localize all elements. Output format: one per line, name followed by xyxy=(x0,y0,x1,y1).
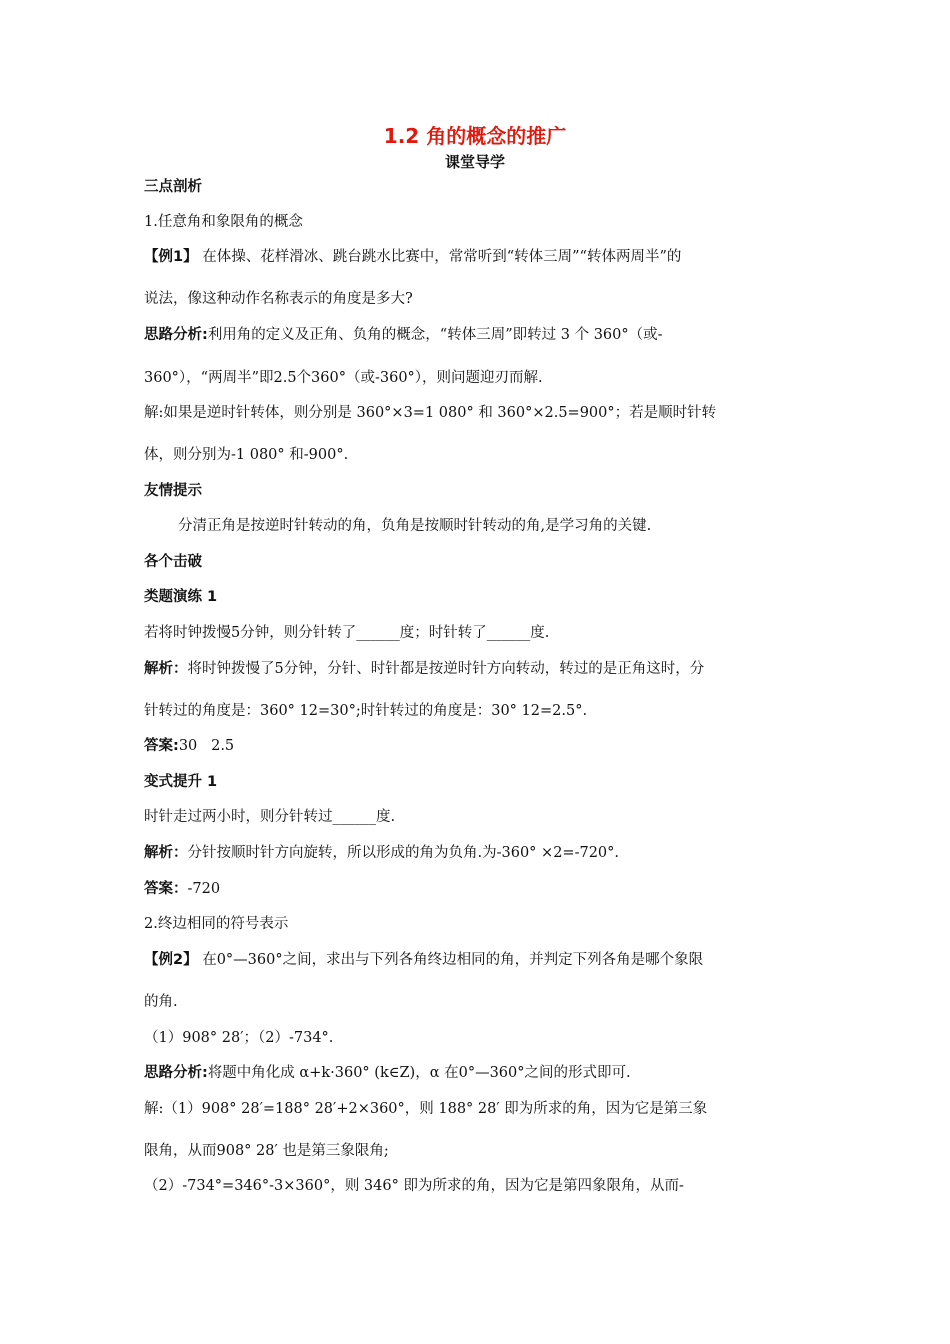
analysis-1-label: 思路分析: xyxy=(144,327,208,343)
solution-1-line-1: 解:如果是逆时针转体，则分别是 360°×3=1 080° 和 360°×2.5=900°；若是顺时针转 xyxy=(144,405,717,421)
example-2-line-2: 的角. xyxy=(144,994,178,1010)
example-2-items: （1）908° 28′；（2）-734°. xyxy=(144,1030,334,1046)
variant-1-analysis-label: 解析： xyxy=(144,845,188,861)
analysis-1-text: 利用角的定义及正角、负角的概念，“转体三周”即转过 3 个 360°（或- xyxy=(207,327,663,343)
example-1-line-1 xyxy=(144,246,814,268)
topic-heading-1: 1.任意角和象限角的概念 xyxy=(144,214,303,230)
page-subtitle: 课堂导学 xyxy=(444,153,505,171)
variant-1-analysis xyxy=(144,842,814,864)
topic-heading-2: 2.终边相同的符号表示 xyxy=(144,916,289,932)
example-1-label: 【例1】 xyxy=(144,249,198,265)
drill-1-analysis-line-1 xyxy=(144,658,814,680)
analysis-1-line-1 xyxy=(144,324,814,346)
variant-1-answer xyxy=(144,878,814,900)
drill-1-answer xyxy=(144,735,814,757)
drill-1-question: 若将时钟拨慢5分钟，则分针转了______度；时针转了______度. xyxy=(144,625,550,641)
solution-2-line-2: 限角，从而908° 28′ 也是第三象限角; xyxy=(144,1143,389,1159)
drill-1-answer-text: 30 2.5 xyxy=(178,738,235,754)
drill-1-analysis-label: 解析： xyxy=(144,661,188,677)
analysis-2-text: 将题中角化成 α+k·360° (k∈Z)，α 在0°—360°之间的形式即可. xyxy=(207,1065,631,1081)
example-2-line-1 xyxy=(144,949,814,971)
solution-2-line-3: （2）-734°=346°-3×360°，则 346° 即为所求的角，因为它是第四象限角，从而- xyxy=(144,1178,684,1194)
solution-1-line-2: 体，则分别为-1 080° 和-900°. xyxy=(144,447,349,463)
drill-1-analysis-line-2: 针转过的角度是：360° 12=30°;时针转过的角度是：30° 12=2.5°. xyxy=(144,703,588,719)
variant-1-heading: 变式提升 1 xyxy=(144,774,218,790)
example-1-line-2: 说法，像这种动作名称表示的角度是多大? xyxy=(144,291,413,307)
page-title: 1.2 角的概念的推广 xyxy=(383,124,567,148)
section-heading-analysis: 三点剖析 xyxy=(144,179,202,195)
variant-1-analysis-text: 分针按顺时针方向旋转，所以形成的角为负角.为-360° ×2=-720°. xyxy=(187,845,620,861)
tip-heading: 友情提示 xyxy=(144,483,202,499)
example-2-label: 【例2】 xyxy=(144,952,198,968)
analysis-1-line-2: 360°），“两周半”即2.5个360°（或-360°），则问题迎刃而解. xyxy=(144,370,543,386)
variant-1-answer-text: -720 xyxy=(187,881,221,897)
drill-1-heading: 类题演练 1 xyxy=(144,589,218,605)
example-2-text: 在0°—360°之间，求出与下列各角终边相同的角，并判定下列各角是哪个象限 xyxy=(197,952,704,968)
tip-text: 分清正角是按逆时针转动的角，负角是按顺时针转动的角,是学习角的关键. xyxy=(178,518,652,534)
analysis-2-label: 思路分析: xyxy=(144,1065,208,1081)
example-1-text: 在体操、花样滑冰、跳台跳水比赛中，常常听到“转体三周”“转体两周半”的 xyxy=(197,249,682,265)
drill-1-answer-label: 答案: xyxy=(144,738,179,754)
solution-2-line-1: 解:（1）908° 28′=188° 28′+2×360°，则 188° 28′ 即为所求的角，因为它是第三象 xyxy=(144,1101,708,1117)
drill-1-analysis-text: 将时钟拨慢了5分钟，分针、时针都是按逆时针方向转动，转过的是正角这时，分 xyxy=(187,661,705,677)
variant-1-question: 时针走过两小时，则分针转过______度. xyxy=(144,809,396,825)
variant-1-answer-label: 答案： xyxy=(144,881,188,897)
section-heading-breakthrough: 各个击破 xyxy=(144,554,202,570)
analysis-2 xyxy=(144,1062,814,1084)
